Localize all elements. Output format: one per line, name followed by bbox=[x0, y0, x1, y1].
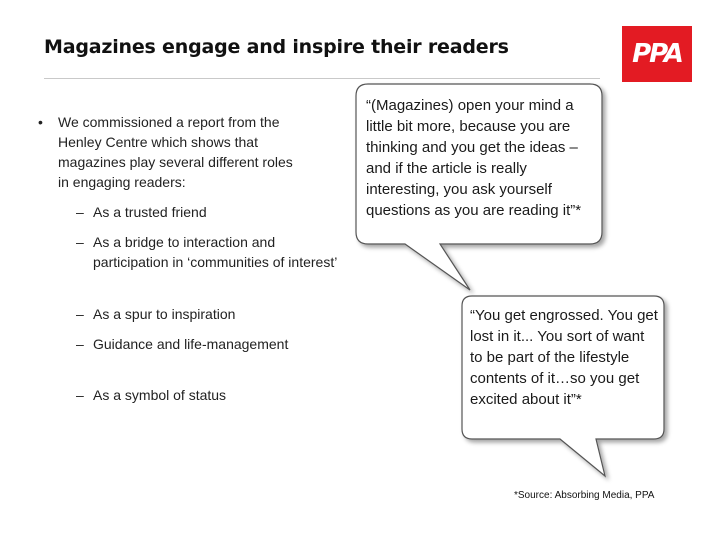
dash-icon: – bbox=[76, 234, 84, 250]
sub-bullet-text: Guidance and life-management bbox=[93, 336, 289, 352]
bullet-dot-icon: • bbox=[38, 114, 43, 130]
dash-icon: – bbox=[76, 306, 84, 322]
dash-icon: – bbox=[76, 204, 84, 220]
main-bullet-text: We commissioned a report from the Henley Centre which shows that magazines play several different roles in engaging readers: bbox=[58, 114, 293, 190]
dash-icon: – bbox=[76, 387, 84, 403]
dash-icon: – bbox=[76, 336, 84, 352]
slide-title: Magazines engage and inspire their readers bbox=[44, 36, 509, 58]
sub-bullet-text: As a symbol of status bbox=[93, 387, 227, 403]
ppa-logo: PPA bbox=[622, 26, 692, 82]
quote-text-2: “You get engrossed. You get lost in it... You sort of want to be part of the lifestyle contents of it…so you get excited about it”* bbox=[470, 307, 658, 408]
quote-text-1: “(Magazines) open your mind a little bit more, because you are thinking and you get the ideas – and if the article is really interesting, you ask yourself questions as you are reading it”* bbox=[366, 97, 582, 219]
source-footnote: *Source: Absorbing Media, PPA bbox=[514, 490, 655, 501]
sub-bullet-text: As a spur to inspiration bbox=[93, 306, 236, 322]
sub-bullet-text: As a trusted friend bbox=[93, 204, 207, 220]
sub-bullet-text: As a bridge to interaction and participation in ‘communities of interest’ bbox=[93, 234, 338, 270]
